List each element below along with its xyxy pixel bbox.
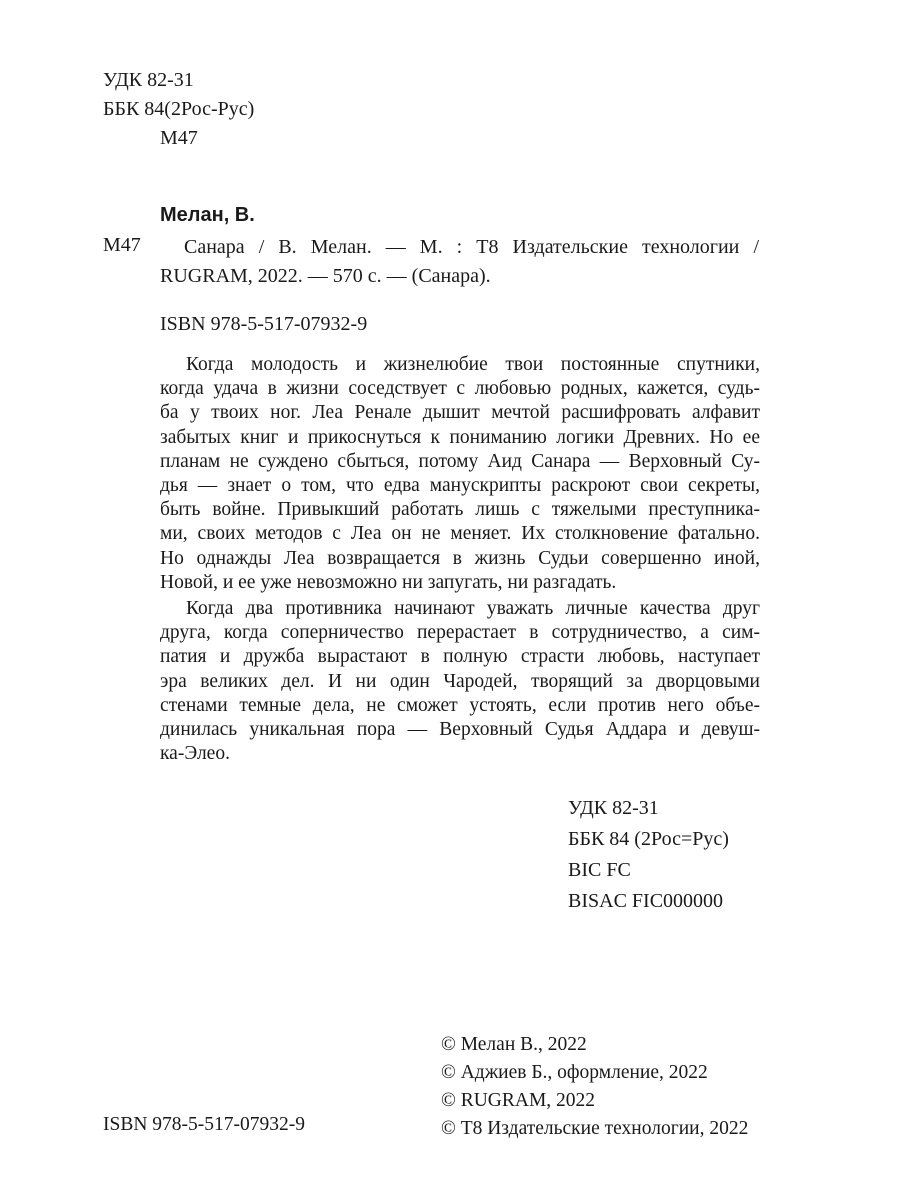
annotation-line: эра великих дел. И ни один Чародей, творящий за дворцовыми [160, 670, 760, 692]
annotation-line: планам не суждено сбыться, потому Аид Санара — Верховный Су- [160, 450, 760, 472]
annotation-line: Новой, и ее уже невозможно ни запугать, ни разгадать. [160, 571, 617, 593]
bic-code: BIC FC [568, 859, 631, 881]
author-name: Мелан, В. [160, 204, 255, 226]
bisac-code: BISAC FIC000000 [568, 890, 724, 912]
copyright-line: © Мелан В., 2022 [441, 1034, 587, 1055]
annotation-line: дья — знает о том, что едва манускрипты раскроют свои секреты, [160, 475, 760, 497]
classification-block [568, 793, 729, 917]
bibliographic-line-1: Санара / В. Мелан. — М. : Т8 Издательские технологии / [184, 236, 759, 258]
annotation-paragraph-2 [160, 597, 760, 766]
copyright-block [441, 1031, 748, 1143]
annotation-line: быть войне. Привыкший работать лишь с тяжелыми преступника- [160, 499, 760, 521]
annotation-paragraph-1 [160, 353, 760, 595]
annotation-line: когда удача в жизни соседствует с любовью родных, кажется, судь- [160, 378, 760, 400]
bibliographic-line-2: RUGRAM, 2022. — 570 с. — (Санара). [160, 265, 491, 287]
annotation-line: Но однажды Леа возвращается в жизнь Судьи совершенно иной, [160, 547, 760, 569]
annotation-line: ми, своих методов с Леа он не меняет. Их столкновение фатально. [160, 523, 760, 545]
annotation-line: ба у твоих ног. Леа Ренале дышит мечтой расшифровать алфавит [160, 402, 760, 424]
copyright-line: © RUGRAM, 2022 [441, 1090, 596, 1111]
annotation-line: патия и дружба вырастают в полную страсти любовь, наступает [160, 646, 760, 668]
author-mark-top: М47 [160, 127, 198, 149]
bbk-code: ББК 84 (2Рос=Рус) [568, 828, 729, 850]
udk-code: УДК 82-31 [568, 797, 659, 819]
annotation [160, 353, 760, 766]
annotation-line: забытых книг и прикоснуться к пониманию логики Древних. Но ее [160, 426, 760, 448]
udk-code-top: УДК 82-31 [103, 69, 194, 91]
copyright-line: © Т8 Издательские технологии, 2022 [441, 1118, 749, 1139]
isbn: ISBN 978-5-517-07932-9 [160, 313, 368, 335]
annotation-line: Когда два противника начинают уважать личные качества друг [186, 598, 760, 620]
annotation-line: Когда молодость и жизнелюбие твои постоянные спутники, [186, 354, 760, 375]
annotation-line: ка-Элео. [160, 743, 230, 765]
author-mark: М47 [103, 234, 141, 256]
annotation-line: динилась уникальная пора — Верховный Судья Аддара и девуш- [160, 719, 760, 741]
annotation-line: друга, когда соперничество перерастает в сотрудничество, а сим- [160, 622, 760, 644]
bbk-code-top: ББК 84(2Рос-Рус) [103, 98, 255, 120]
copyright-line: © Аджиев Б., оформление, 2022 [441, 1062, 708, 1083]
annotation-line: стенами темные дела, не сможет устоять, если против него объе- [160, 694, 760, 716]
bottom-isbn: ISBN 978-5-517-07932-9 [103, 1114, 306, 1135]
